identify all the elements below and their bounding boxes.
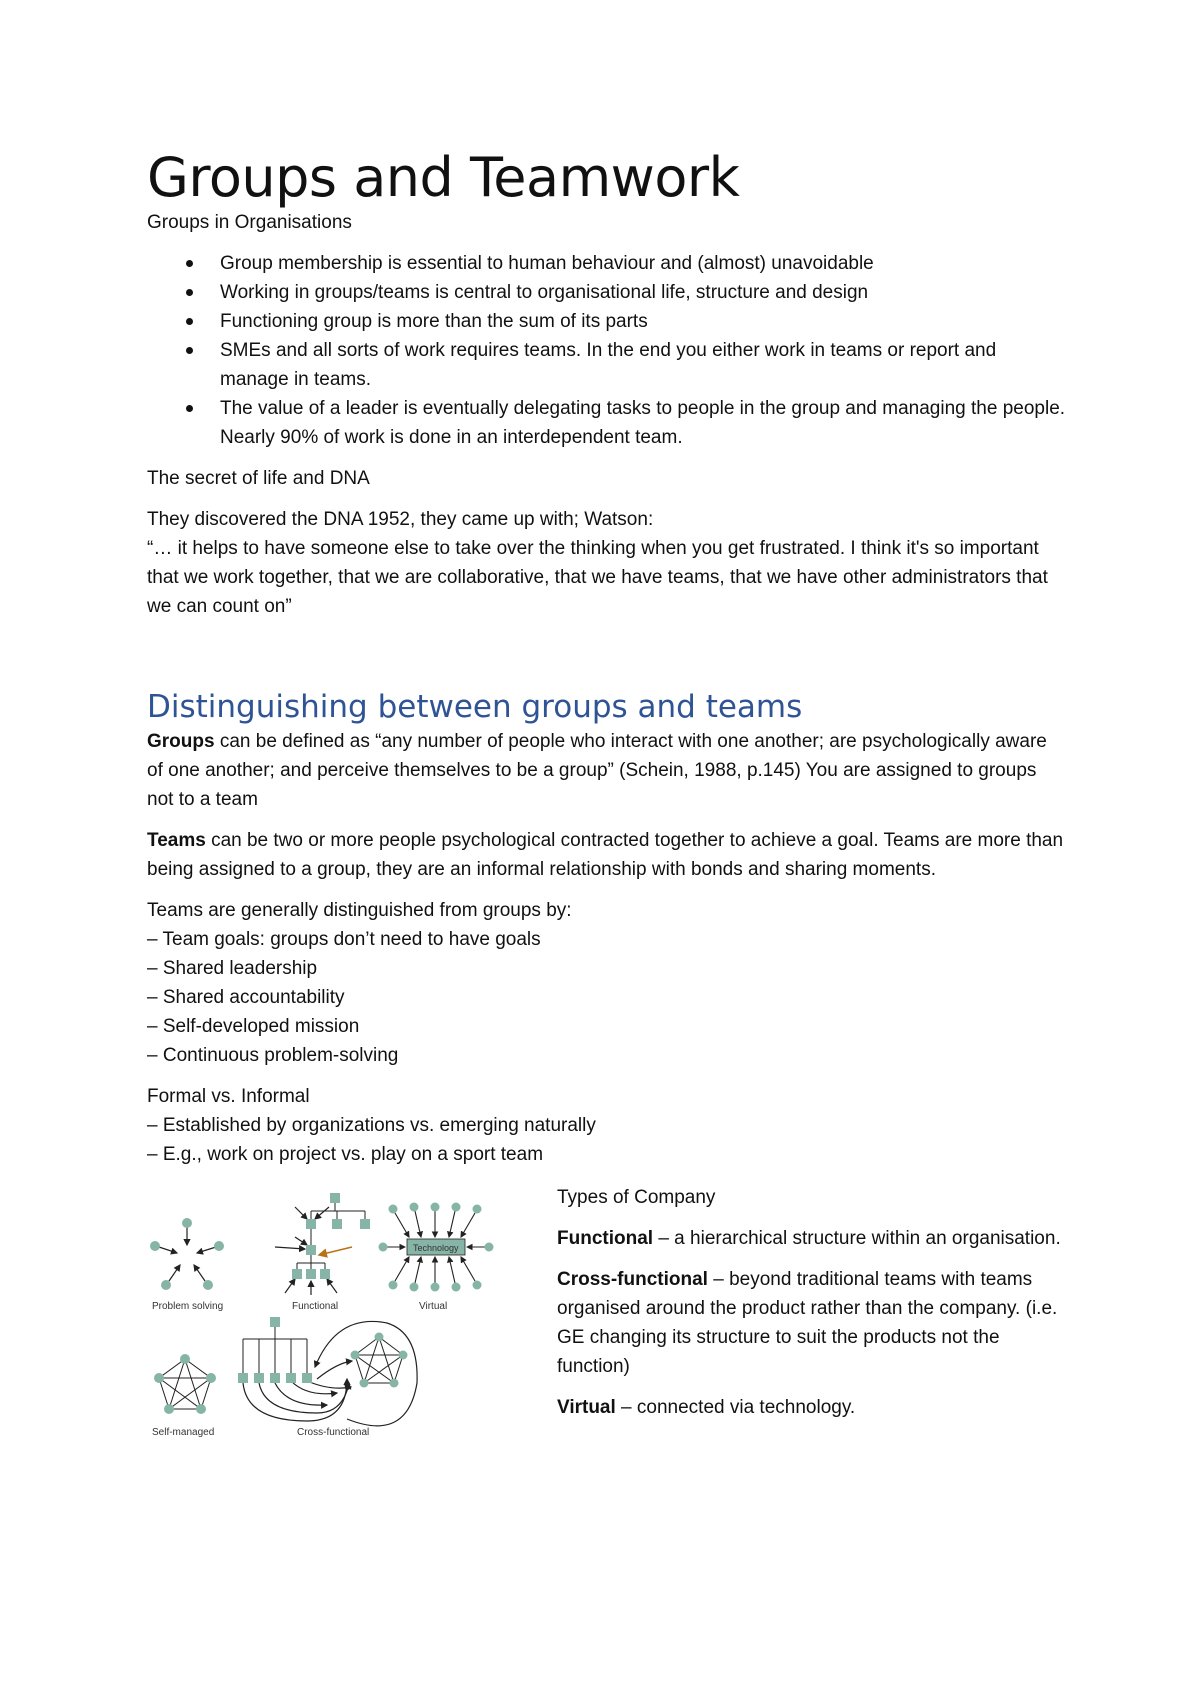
team-types-diagram xyxy=(147,1183,527,1473)
dna-heading: The secret of life and DNA xyxy=(147,468,370,489)
virtual-diagram xyxy=(379,1203,494,1313)
functional-diagram xyxy=(275,1193,370,1312)
subtitle: Groups in Organisations xyxy=(147,212,352,233)
teams-def-text: can be two or more people psychological contracted together to achieve a goal. Teams are more than being assigned to a group, they are an informal relationship with bonds and sharing moments. xyxy=(147,830,1064,880)
distinguish-item: – Shared leadership xyxy=(147,958,318,979)
type-virtual xyxy=(557,1393,1077,1422)
groups-def-text: can be defined as “any number of people who interact with one another; are psychologically aware of one another; and perceive themselves to be a group” (Schein, 1988, p.145) You are assigned to groups not to a team xyxy=(147,731,1047,810)
type-desc: – beyond traditional teams with teams organised around the product rather than the company. (i.e. GE changing its structure to suit the products not the function) xyxy=(557,1269,1058,1377)
bullet-item: SMEs and all sorts of work requires teams. In the end you either work in teams or report and manage in teams. xyxy=(220,336,1067,394)
type-cross-functional xyxy=(557,1265,1077,1381)
bullet-item: Group membership is essential to human behaviour and (almost) unavoidable xyxy=(220,249,1067,278)
distinguish-item: – Team goals: groups don’t need to have goals xyxy=(147,929,541,950)
distinguish-item: – Continuous problem-solving xyxy=(147,1045,399,1066)
teams-definition xyxy=(147,826,1067,884)
type-term: Functional xyxy=(557,1228,654,1249)
section-heading: Distinguishing between groups and teams xyxy=(147,689,803,725)
label-virtual: Virtual xyxy=(419,1301,448,1312)
type-term: Virtual xyxy=(557,1397,616,1418)
label-self-managed: Self-managed xyxy=(152,1427,215,1438)
groups-term: Groups xyxy=(147,731,215,752)
bullet-item: Working in groups/teams is central to organisational life, structure and design xyxy=(220,278,1067,307)
distinguish-item: – Self-developed mission xyxy=(147,1016,360,1037)
self-managed-diagram xyxy=(152,1354,216,1438)
type-desc: – a hierarchical structure within an organisation. xyxy=(653,1228,1061,1249)
label-problem-solving: Problem solving xyxy=(152,1301,224,1312)
label-cross-functional: Cross-functional xyxy=(297,1427,370,1438)
formal-list xyxy=(147,1111,1067,1169)
distinguish-list xyxy=(147,925,1067,1070)
label-functional: Functional xyxy=(292,1301,339,1312)
problem-solving-diagram xyxy=(150,1218,224,1312)
type-desc: – connected via technology. xyxy=(615,1397,856,1418)
types-heading: Types of Company xyxy=(557,1187,716,1208)
document-content xyxy=(147,148,1067,1483)
type-term: Cross-functional xyxy=(557,1269,708,1290)
label-technology: Technology xyxy=(413,1243,459,1253)
groups-definition xyxy=(147,727,1067,814)
formal-item: – Established by organizations vs. emerging naturally xyxy=(147,1115,596,1136)
teams-term: Teams xyxy=(147,830,206,851)
formal-item: – E.g., work on project vs. play on a sport team xyxy=(147,1144,544,1165)
page-title: Groups and Teamwork xyxy=(147,146,740,209)
types-of-company xyxy=(557,1183,1077,1422)
dna-intro: They discovered the DNA 1952, they came up with; Watson: xyxy=(147,509,654,530)
formal-heading: Formal vs. Informal xyxy=(147,1086,310,1107)
bullet-item: The value of a leader is eventually delegating tasks to people in the group and managing the people. Nearly 90% of work is done in an interdependent team. xyxy=(220,394,1067,452)
dna-quote: “… it helps to have someone else to take over the thinking when you get frustrated. I think it's so important that we work together, that we are collaborative, that we have teams, that we have other administrators that we can count on” xyxy=(147,538,1048,617)
types-section xyxy=(147,1183,1067,1483)
distinguish-intro: Teams are generally distinguished from groups by: xyxy=(147,900,572,921)
bullet-list xyxy=(147,249,1067,452)
type-functional xyxy=(557,1224,1077,1253)
distinguish-item: – Shared accountability xyxy=(147,987,345,1008)
bullet-item: Functioning group is more than the sum of its parts xyxy=(220,307,1067,336)
cross-functional-diagram xyxy=(238,1317,417,1438)
